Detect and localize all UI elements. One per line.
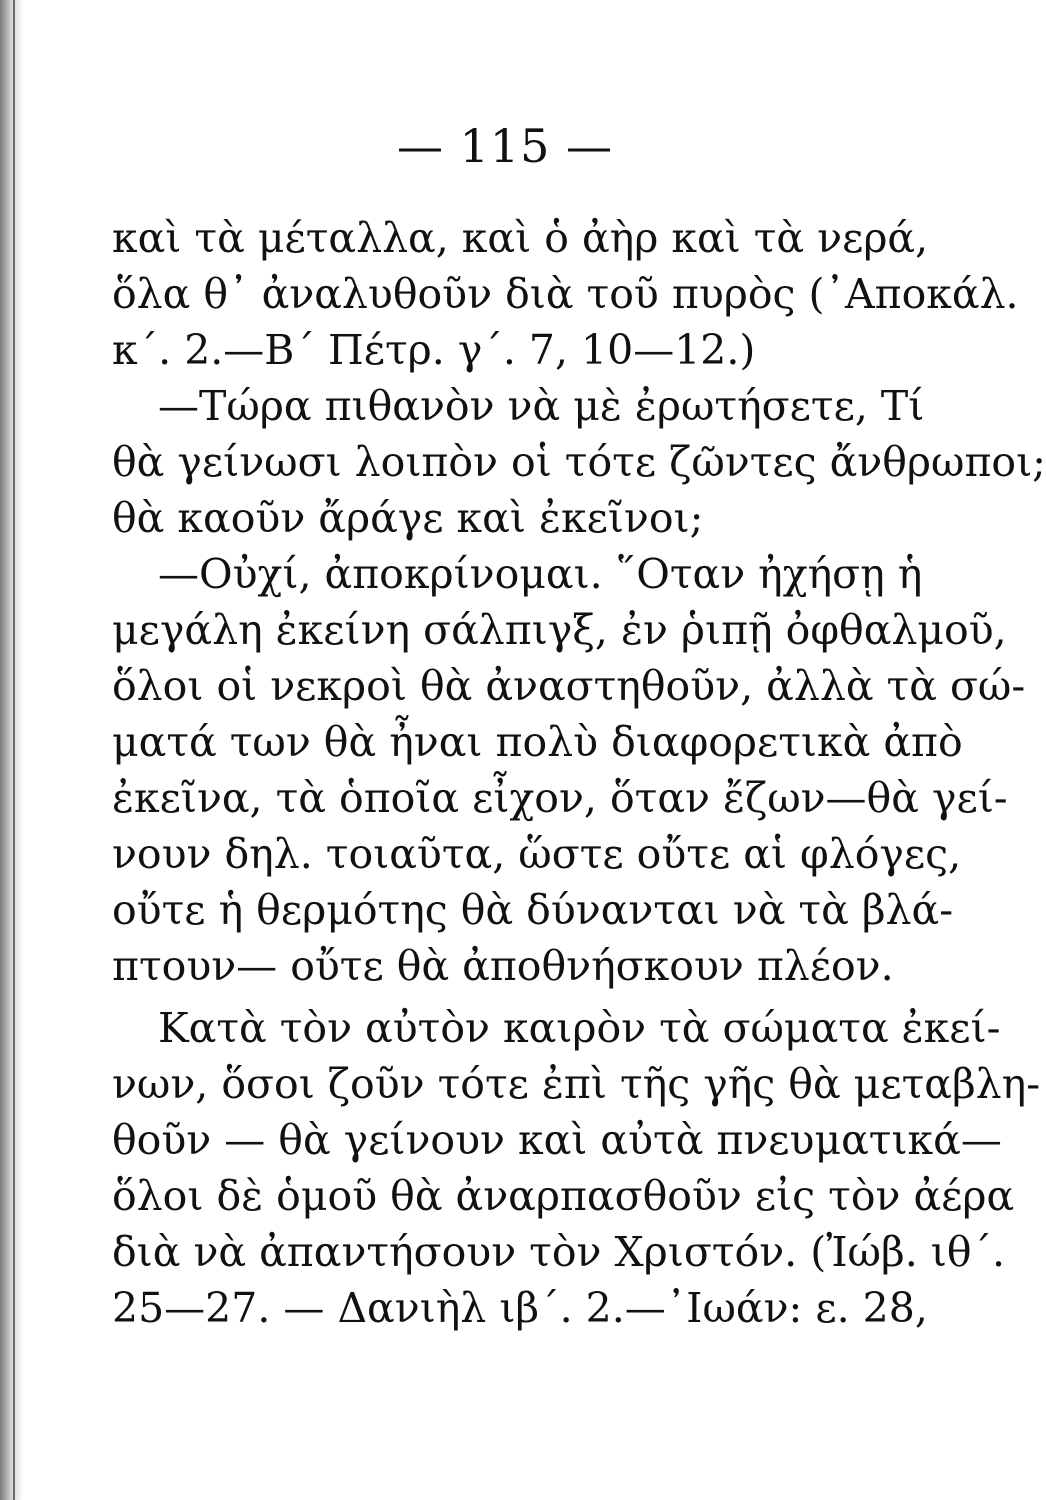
- text-line: —Τώρα πιθανὸν νὰ μὲ ἐρωτήσετε, Τί: [158, 382, 925, 430]
- text-line: θὰ καοῦν ἄράγε καὶ ἐκεῖνοι;: [112, 494, 704, 542]
- text-line: Κατὰ τὸν αὐτὸν καιρὸν τὰ σώματα ἐκεί-: [158, 1004, 1001, 1052]
- text-line: νων, ὅσοι ζοῦν τότε ἐπὶ τῆς γῆς θὰ μεταβλη-: [112, 1060, 1041, 1108]
- page-number: — 115 —: [396, 119, 614, 173]
- text-line: οὔτε ἡ θερμότης θὰ δύνανται νὰ τὰ βλά-: [112, 886, 954, 934]
- text-line: ἐκεῖνα, τὰ ὁποῖα εἶχον, ὅταν ἔζων—θὰ γεί-: [112, 774, 1008, 822]
- text-line: ὅλοι οἱ νεκροὶ θὰ ἀναστηθοῦν, ἀλλὰ τὰ σώ-: [112, 662, 1026, 710]
- text-line: καὶ τὰ μέταλλα, καὶ ὁ ἀὴρ καὶ τὰ νερά,: [112, 214, 929, 262]
- page-binding-edge: [0, 0, 24, 1500]
- text-line: νουν δηλ. τοιαῦτα, ὥστε οὔτε αἱ φλόγες,: [112, 830, 962, 878]
- text-line: θὰ γείνωσι λοιπὸν οἱ τότε ζῶντες ἄνθρωποι;: [112, 438, 1046, 486]
- text-line: κ΄. 2.—Β΄ Πέτρ. γ΄. 7, 10—12.): [112, 326, 756, 374]
- text-line: διὰ νὰ ἀπαντήσουν τὸν Χριστόν. (Ἰώβ. ιθ΄.: [112, 1228, 1006, 1276]
- text-line: θοῦν — θὰ γείνουν καὶ αὐτὰ πνευματικά—: [112, 1116, 1002, 1164]
- text-line: ματά των θὰ ἦναι πολὺ διαφορετικὰ ἀπὸ: [112, 718, 963, 766]
- text-line: πτουν— οὔτε θὰ ἀποθνήσκουν πλέον.: [112, 942, 894, 990]
- page-binding-line: [13, 0, 15, 1500]
- text-line: ὅλα θ᾽ ἀναλυθοῦν διὰ τοῦ πυρὸς (᾽Αποκάλ.: [112, 270, 1019, 318]
- text-line: ὅλοι δὲ ὁμοῦ θὰ ἀναρπασθοῦν εἰς τὸν ἀέρα: [112, 1172, 1015, 1220]
- text-line: —Οὐχί, ἀποκρίνομαι. ῞Οταν ἠχήσῃ ἡ: [158, 550, 923, 598]
- text-line: 25—27. — Δανιὴλ ιβ΄. 2.—᾽Ιωάν: ε. 28,: [112, 1284, 928, 1332]
- text-line: μεγάλη ἐκείνη σάλπιγξ, ἐν ῥιπῇ ὀφθαλμοῦ,: [112, 606, 1007, 654]
